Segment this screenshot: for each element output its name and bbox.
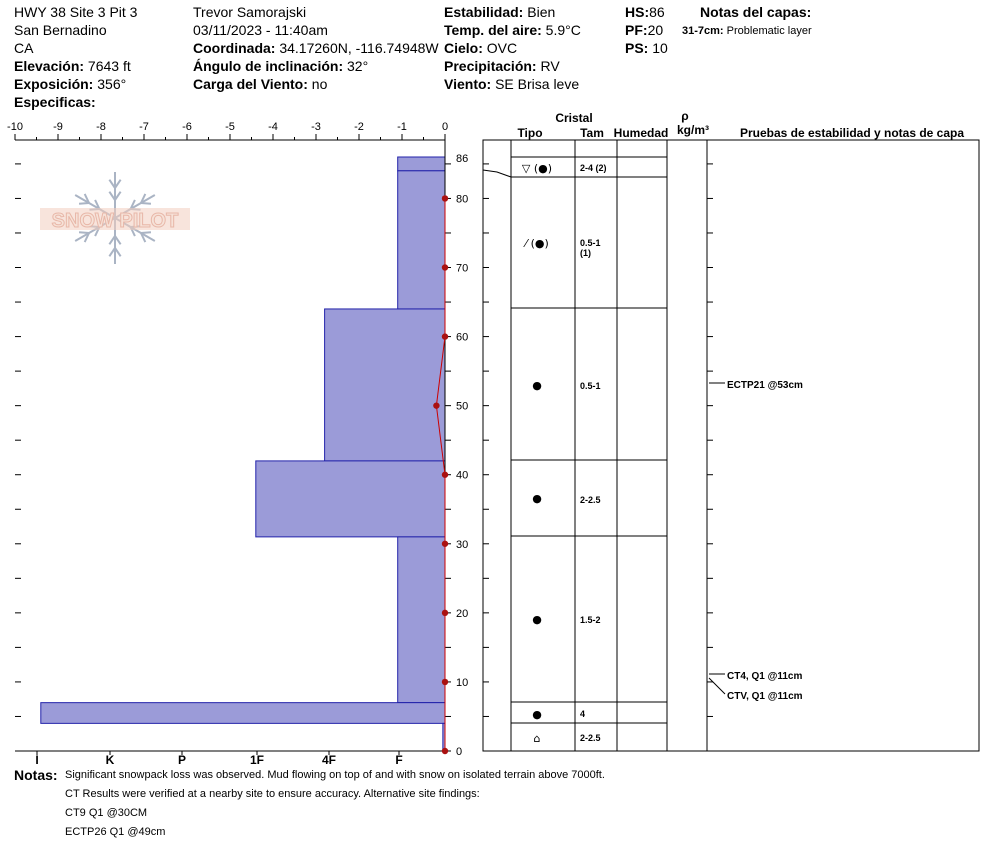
snowpilot-logo bbox=[40, 172, 190, 264]
notes-line: ECTP26 Q1 @49cm bbox=[65, 826, 166, 838]
wind-load-label: Carga del Viento: bbox=[193, 76, 308, 92]
datetime: 03/11/2023 - 11:40am bbox=[193, 22, 328, 38]
temperature-point bbox=[442, 679, 448, 685]
temp-tick-label: -3 bbox=[311, 121, 321, 133]
grain-type-symbol: ▽ (●) bbox=[521, 162, 553, 175]
column-header-humedad: Humedad bbox=[613, 126, 669, 140]
site-name: HWY 38 Site 3 Pit 3 bbox=[14, 4, 138, 20]
temp-tick-label: -10 bbox=[7, 121, 23, 133]
air-temp-value: 5.9°C bbox=[545, 22, 581, 38]
hs-value: 86 bbox=[649, 4, 665, 20]
hardness-bar bbox=[41, 703, 445, 724]
sky-value: OVC bbox=[486, 40, 518, 56]
temp-tick-label: -8 bbox=[96, 121, 106, 133]
hardness-label: I bbox=[35, 753, 39, 767]
air-temp-label: Temp. del aire: bbox=[444, 22, 542, 38]
wind-load-value: no bbox=[311, 76, 328, 92]
temp-tick-label: -4 bbox=[268, 121, 278, 133]
hardness-label: K bbox=[105, 753, 115, 767]
stability-value: Bien bbox=[527, 4, 556, 20]
coord-value: 34.17260N, -116.74948W bbox=[279, 40, 439, 56]
table-border bbox=[483, 140, 979, 751]
stability-test-label: ECTP21 @53cm bbox=[727, 380, 803, 391]
snowflake-branch bbox=[141, 203, 151, 204]
ps-value: 10 bbox=[652, 40, 668, 56]
state: CA bbox=[14, 40, 34, 56]
temperature-point bbox=[442, 541, 448, 547]
grain-size: 0.5-1 bbox=[580, 381, 601, 391]
height-tick-label: 0 bbox=[456, 746, 463, 758]
elevation-value: 7643 ft bbox=[87, 58, 131, 74]
precip-label: Precipitación: bbox=[444, 58, 537, 74]
test-pointer bbox=[709, 678, 725, 694]
column-header-tipo: Tipo bbox=[517, 126, 543, 140]
slope-value: 32° bbox=[347, 58, 369, 74]
layer-connector bbox=[483, 170, 511, 177]
notes-line: CT9 Q1 @30CM bbox=[65, 807, 148, 819]
slope-label: Ángulo de inclinación: bbox=[193, 58, 344, 74]
temperature-point bbox=[442, 333, 448, 339]
stability-label: Estabilidad: bbox=[444, 4, 524, 20]
hardness-label: P bbox=[177, 753, 187, 767]
grain-size: 1.5-2 bbox=[580, 615, 601, 625]
stratigraphy-table bbox=[483, 109, 979, 751]
hardness-bar bbox=[398, 171, 445, 309]
height-tick-label: 40 bbox=[456, 469, 469, 482]
hardness-bar bbox=[256, 461, 445, 537]
snowflake-branch bbox=[79, 232, 89, 233]
grain-type-symbol: ⌂ bbox=[533, 732, 541, 745]
region: San Bernadino bbox=[14, 22, 107, 38]
column-header-tests: Pruebas de estabilidad y notas de capa bbox=[739, 126, 965, 140]
wind-value: SE Brisa leve bbox=[495, 76, 580, 92]
temperature-point bbox=[442, 748, 448, 754]
temperature-point bbox=[442, 472, 448, 478]
precip-value: RV bbox=[540, 58, 560, 74]
height-tick-label: 80 bbox=[456, 193, 469, 206]
hardness-label: F bbox=[395, 753, 403, 767]
layer-note-range: 31-7cm: bbox=[682, 25, 724, 37]
grain-type-symbol: ● bbox=[532, 492, 542, 505]
notes-label: Notas: bbox=[14, 767, 58, 783]
grain-type-symbol: ● bbox=[532, 379, 542, 392]
column-header-density_unit: kg/m³ bbox=[676, 123, 710, 137]
grain-type-symbol: ⁄ (●) bbox=[525, 237, 549, 250]
coord-label: Coordinada: bbox=[193, 40, 276, 56]
temperature-point bbox=[433, 402, 439, 408]
stability-test-label: CT4, Q1 @11cm bbox=[727, 671, 803, 682]
elevation-label: Elevación: bbox=[14, 58, 85, 74]
temp-tick-label: 0 bbox=[441, 121, 449, 133]
ps-label: PS: bbox=[625, 40, 649, 56]
hardness-bar bbox=[398, 157, 445, 171]
notes-lines bbox=[65, 766, 965, 842]
temp-tick-label: -1 bbox=[397, 121, 407, 133]
grain-size: 2-2.5 bbox=[580, 495, 601, 505]
grain-size: 2-4 (2) bbox=[580, 163, 607, 173]
grain-size: 2-2.5 bbox=[580, 733, 601, 743]
pf-value: 20 bbox=[647, 22, 664, 38]
temperature-point bbox=[442, 264, 448, 270]
temperature-point bbox=[442, 610, 448, 616]
grain-size: 4 bbox=[580, 709, 586, 719]
temp-tick-label: -7 bbox=[139, 121, 149, 133]
sky-label: Cielo: bbox=[444, 40, 483, 56]
height-tick-label: 50 bbox=[456, 400, 469, 413]
grain-type-symbol: ● bbox=[532, 613, 542, 626]
column-header-rho: ρ bbox=[681, 109, 689, 123]
height-tick-label: 60 bbox=[456, 331, 469, 344]
notes-line: CT Results were verified at a nearby site to ensure accuracy. Alternative site findings: bbox=[65, 788, 480, 800]
notes-line: Significant snowpack loss was observed. Mud flowing on top of and with snow on isolated terrain above 7000ft. bbox=[65, 769, 605, 781]
hs-label: HS: bbox=[625, 4, 650, 20]
grain-type-symbol: ● bbox=[532, 708, 542, 721]
logo-text: SNOW PILOT bbox=[51, 210, 179, 232]
temp-tick-label: -9 bbox=[53, 121, 63, 133]
height-tick-label: 70 bbox=[456, 262, 469, 275]
layer-note-text: Problematic layer bbox=[726, 25, 812, 37]
temp-tick-label: -5 bbox=[225, 121, 235, 133]
aspect-value: 356° bbox=[97, 76, 127, 92]
height-tick-label: 10 bbox=[456, 676, 469, 689]
snowflake-branch bbox=[141, 232, 151, 233]
observer: Trevor Samorajski bbox=[193, 4, 307, 20]
temp-tick-label: -2 bbox=[354, 121, 364, 133]
temperature-point bbox=[442, 195, 448, 201]
temp-tick-label: -6 bbox=[182, 121, 192, 133]
notes-section bbox=[14, 766, 605, 838]
height-tick-label: 30 bbox=[456, 538, 469, 551]
snowflake-branch bbox=[79, 203, 89, 204]
hardness-bar bbox=[325, 309, 445, 461]
wind-label: Viento: bbox=[444, 76, 492, 92]
grain-size: 0.5-1 bbox=[580, 238, 601, 248]
height-tick-label: 20 bbox=[456, 607, 469, 620]
grain-size-secondary: (1) bbox=[580, 248, 591, 258]
aspect-label: Exposición: bbox=[14, 76, 94, 92]
hardness-label: 4F bbox=[321, 753, 337, 767]
specifics-label: Especificas: bbox=[14, 94, 96, 110]
stability-test-label: CTV, Q1 @11cm bbox=[727, 691, 803, 702]
hardness-bar bbox=[398, 537, 445, 703]
column-header-cristal: Cristal bbox=[555, 111, 593, 125]
layer-notes-label: Notas del capas: bbox=[700, 4, 812, 20]
height-top-label: 86 bbox=[456, 153, 469, 165]
pf-label: PF: bbox=[625, 22, 648, 38]
column-header-tam: Tam bbox=[580, 126, 604, 140]
hardness-label: 1F bbox=[249, 753, 265, 767]
